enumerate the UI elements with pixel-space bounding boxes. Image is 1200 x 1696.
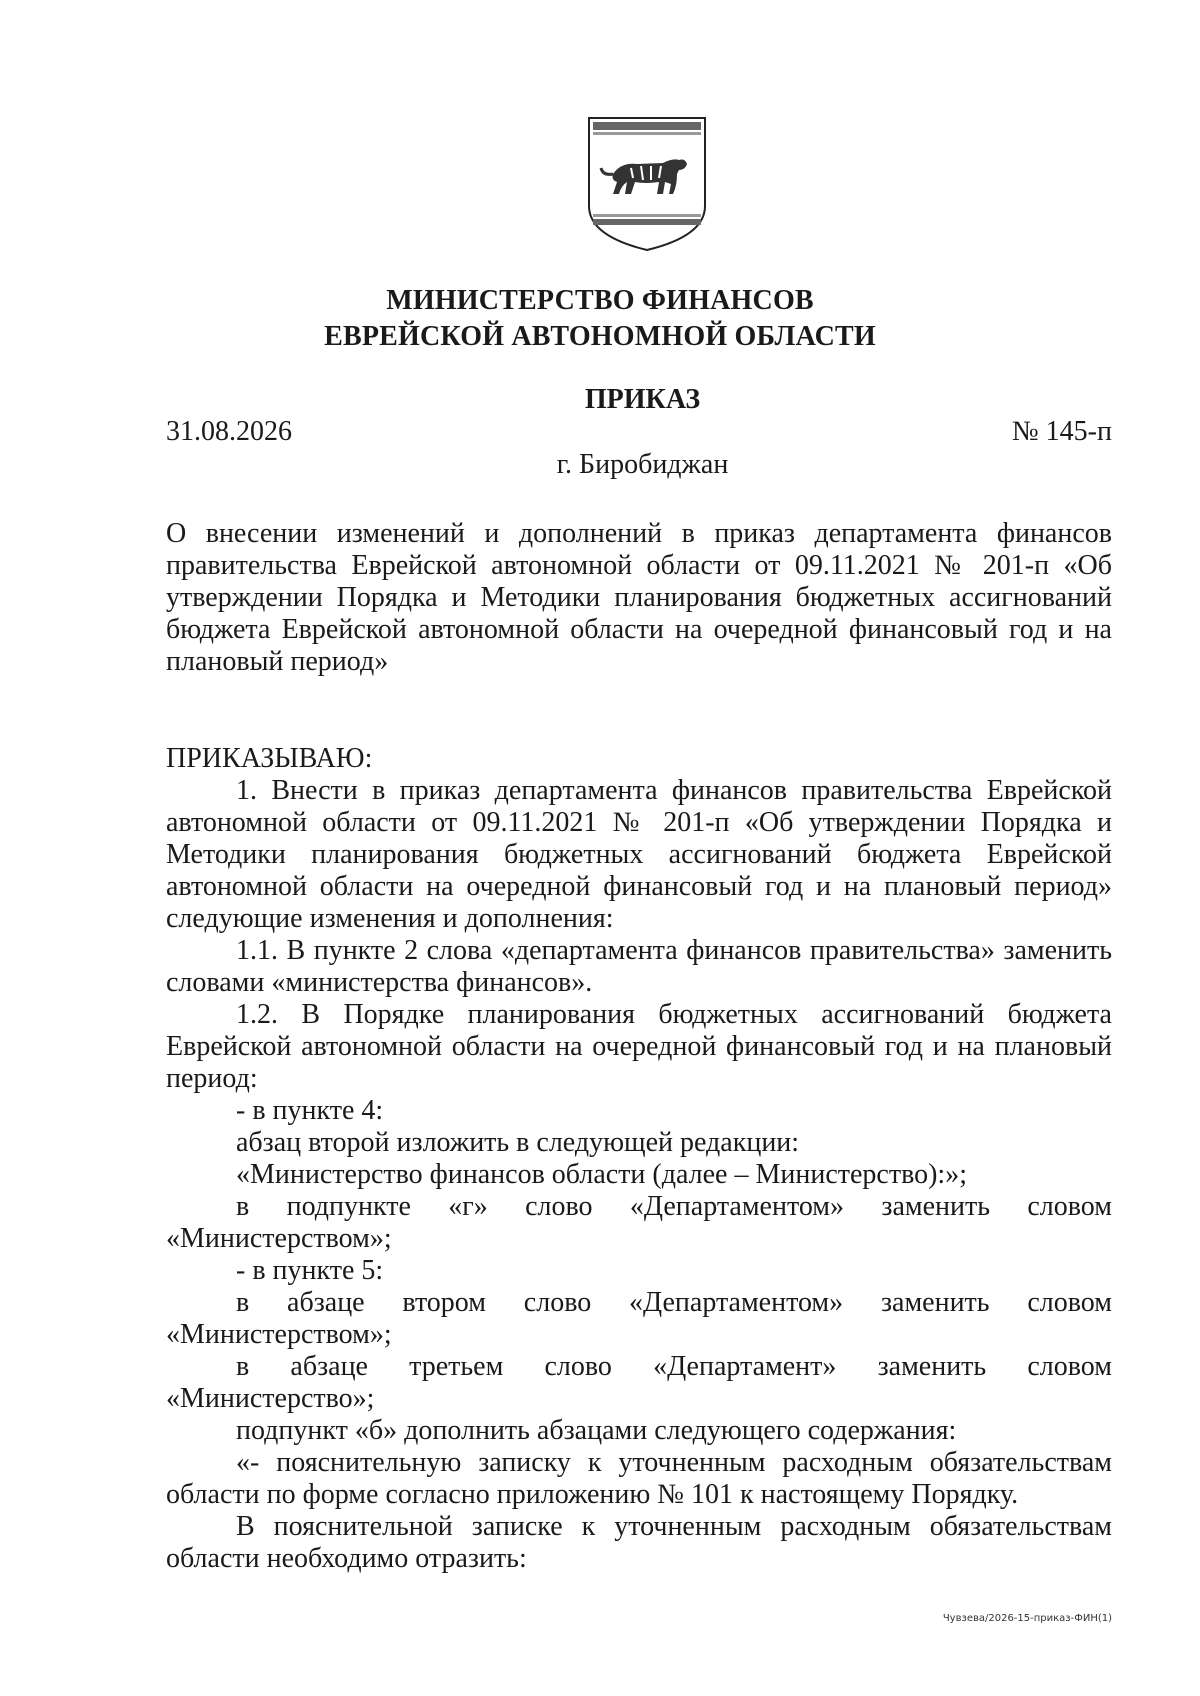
paragraph-1-1: 1.1. В пункте 2 слова «департамента финансов правительства» заменить словами «министерства финансов». [166, 935, 1112, 998]
city: г. Биробиджан [556, 449, 729, 480]
item-4: - в пункте 4: [236, 1095, 384, 1126]
order-subject: О внесении изменений и дополнений в приказ департамента финансов правительства Еврейской автономной области от 09.11.2021 № 201-п «Об утверждении Порядка и Методики планирования бюджетных ассигнований бюджета Еврейской автономной области на очередной финансовый год и на плановый период» [166, 518, 1112, 677]
ministry-name-line1: МИНИСТЕРСТВО ФИНАНСОВ [386, 285, 814, 316]
paragraph-1-2: 1.2. В Порядке планирования бюджетных ассигнований бюджета Еврейской автономной области на очередной финансовый год и на плановый период: [166, 999, 1112, 1094]
item-5-a: в абзаце втором слово «Департаментом» заменить словом «Министерством»; [166, 1287, 1112, 1350]
order-date: 31.08.2026 [166, 416, 292, 447]
file-reference: Чувзева/2026-15-приказ-ФИН(1) [942, 1613, 1112, 1624]
item-4-c: в подпункте «г» слово «Департаментом» заменить словом «Министерством»; [166, 1191, 1112, 1254]
order-word: ПРИКАЗЫВАЮ: [166, 743, 373, 774]
item-5: - в пункте 5: [236, 1255, 384, 1286]
item-4-a: абзац второй изложить в следующей редакции: [236, 1127, 800, 1158]
item-5-e: В пояснительной записке к уточненным расходным обязательствам области необходимо отразить: [166, 1511, 1112, 1574]
order-body [166, 743, 1112, 1575]
ministry-name [0, 283, 1200, 355]
item-4-b: «Министерство финансов области (далее – Министерство):»; [236, 1159, 967, 1190]
paragraph-1: 1. Внести в приказ департамента финансов правительства Еврейской автономной области от 09.11.2021 № 201-п «Об утверждении Порядка и Методики планирования бюджетных ассигнований бюджета Еврейской автономной области на очередной финансовый год и на плановый период» следующие изменения и дополнения: [166, 775, 1112, 934]
document-type: ПРИКАЗ [584, 384, 701, 415]
coat-of-arms-icon [585, 114, 709, 254]
order-number: № 145-п [1011, 416, 1112, 447]
item-5-c: подпункт «б» дополнить абзацами следующего содержания: [236, 1415, 957, 1446]
item-5-d: «- пояснительную записку к уточненным расходным обязательствам области по форме согласно приложению № 101 к настоящему Порядку. [166, 1447, 1112, 1510]
item-5-b: в абзаце третьем слово «Департамент» заменить словом «Министерство»; [166, 1351, 1112, 1414]
ministry-name-line2: ЕВРЕЙСКОЙ АВТОНОМНОЙ ОБЛАСТИ [324, 321, 876, 352]
